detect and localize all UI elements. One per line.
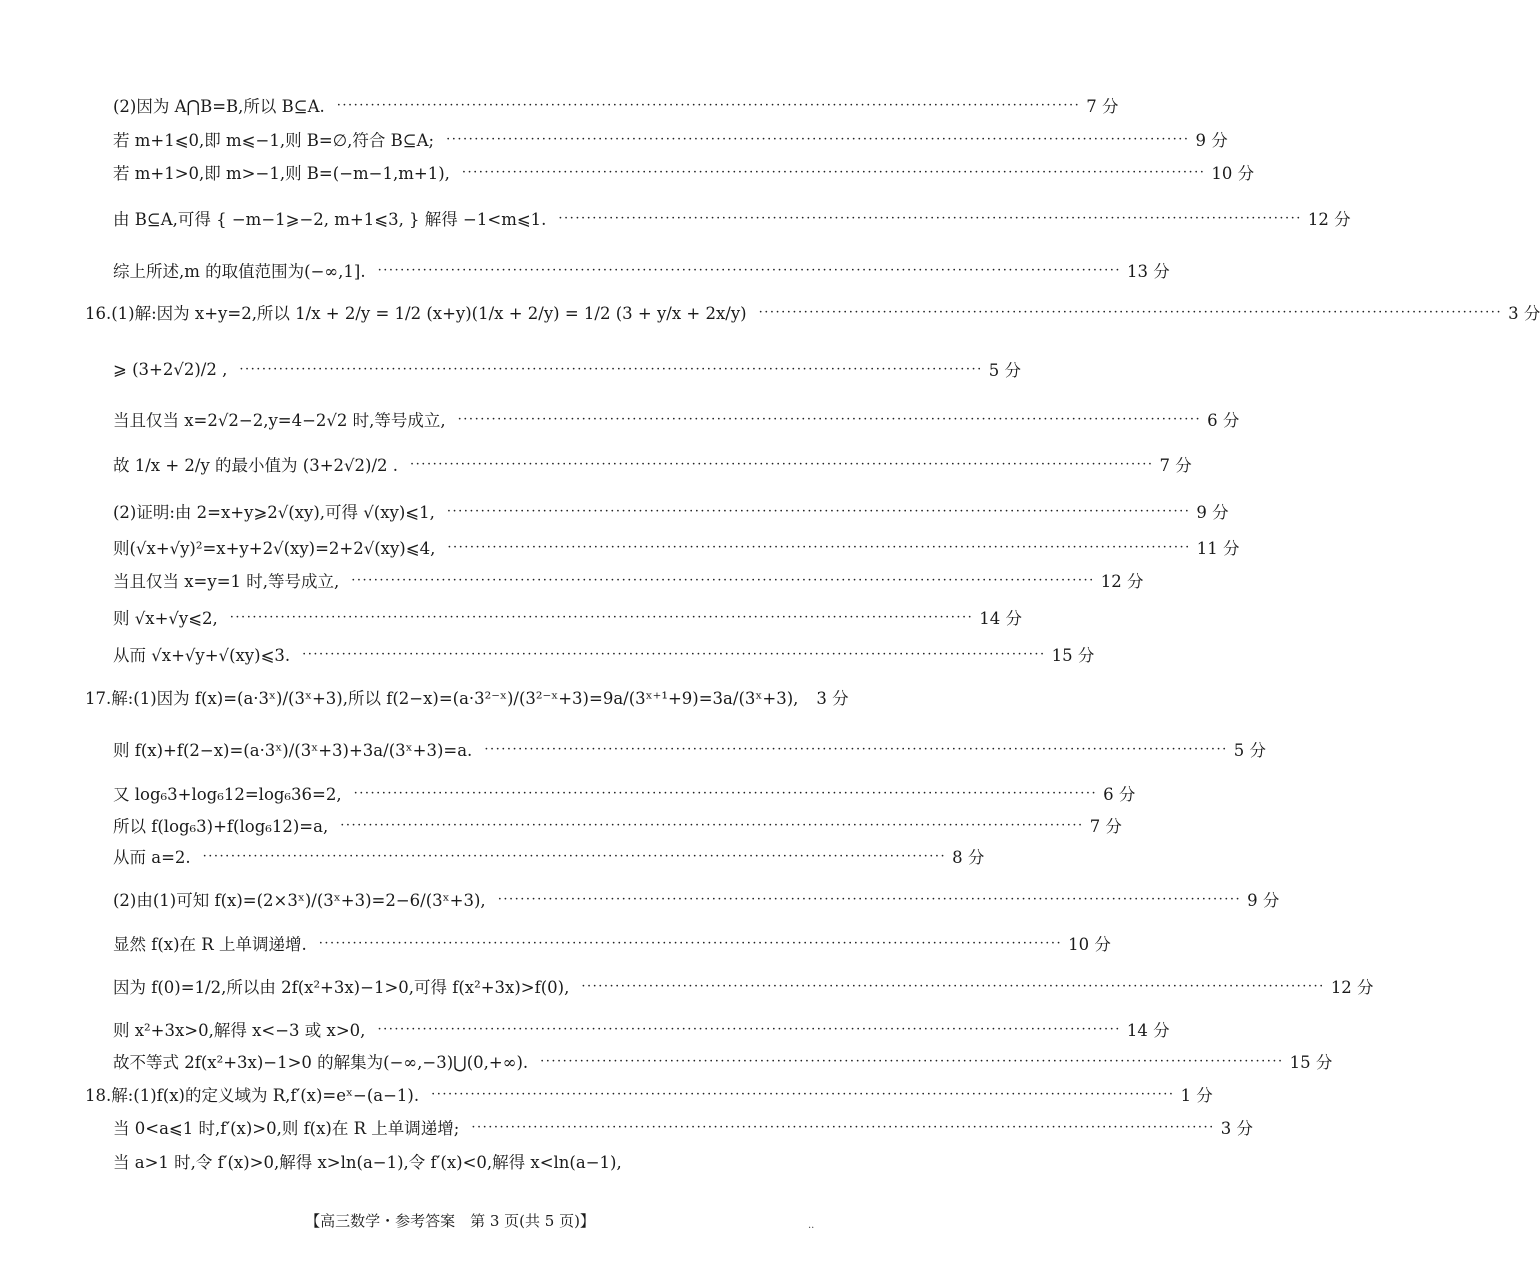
line-text: 18.解:(1)f(x)的定义域为 R,f′(x)=eˣ−(a−1).: [85, 1086, 420, 1105]
score-label: 14 分: [979, 609, 1023, 628]
score-label: 5 分: [1233, 741, 1267, 760]
answer-line: [113, 811, 1122, 839]
answer-line: [113, 405, 1240, 433]
line-text: 16.(1)解:因为 x+y=2,所以 1/x + 2/y = 1/2 (x+y)(1/x + 2/y) = 1/2 (3 + y/x + 2x/y): [85, 304, 747, 323]
line-text: 若 m+1⩽0,即 m⩽−1,则 B=∅,符合 B⊆A;: [113, 131, 435, 150]
score-label: 10 分: [1068, 935, 1111, 954]
answer-line: [113, 603, 1023, 631]
leader-dots: ····································································································································: [431, 1086, 1175, 1102]
leader-dots: ····································································································································: [239, 361, 983, 377]
line-text: 17.解:(1)因为 f(x)=(a·3ˣ)/(3ˣ+3),所以 f(2−x)=(a·3²⁻ˣ)/(3²⁻ˣ+3)=9a/(3ˣ⁺¹+9)=3a/(3ˣ+3),: [85, 689, 799, 708]
leader-dots: ····································································································································: [377, 262, 1122, 278]
leader-dots: ····································································································································: [340, 817, 1084, 833]
score-label: 9 分: [1196, 503, 1229, 522]
score-label: 3 分: [1220, 1119, 1254, 1138]
answer-line: [113, 355, 1022, 383]
answer-line: [113, 91, 1119, 119]
score-label: 14 分: [1126, 1021, 1170, 1040]
leader-dots: ····································································································································: [457, 411, 1202, 427]
line-text: 当 a>1 时,令 f′(x)>0,解得 x>ln(a−1),令 f′(x)<0,解得 x<ln(a−1),: [113, 1153, 622, 1172]
leader-dots: ····································································································································: [447, 539, 1191, 555]
leader-dots: ····································································································································: [318, 935, 1063, 951]
line-text: ⩾ (3+2√2)/2 ,: [113, 359, 228, 379]
leader-dots: ····································································································································: [558, 210, 1302, 226]
leader-dots: ····································································································································: [377, 1021, 1121, 1037]
leader-dots: ····································································································································: [581, 978, 1325, 994]
answer-line: [113, 1015, 1170, 1043]
answer-line: [85, 683, 849, 711]
score-label: 3 分: [816, 689, 849, 708]
leader-dots: ····································································································································: [540, 1053, 1284, 1069]
score-label: 3 分: [1508, 304, 1540, 323]
line-text: 则 f(x)+f(2−x)=(a·3ˣ)/(3ˣ+3)+3a/(3ˣ+3)=a.: [113, 741, 473, 760]
leader-dots: ····································································································································: [461, 164, 1206, 180]
line-text: 则 x²+3x>0,解得 x<−3 或 x>0,: [113, 1021, 366, 1040]
line-text: (2)由(1)可知 f(x)=(2×3ˣ)/(3ˣ+3)=2−6/(3ˣ+3),: [113, 891, 486, 910]
line-text: 若 m+1>0,即 m>−1,则 B=(−m−1,m+1),: [113, 164, 450, 183]
score-label: 7 分: [1086, 97, 1119, 116]
corner-mark: ..: [808, 1220, 815, 1231]
score-label: 12 分: [1100, 572, 1144, 591]
leader-dots: ····································································································································: [302, 646, 1046, 662]
score-label: 8 分: [952, 848, 985, 867]
score-label: 6 分: [1207, 411, 1240, 430]
answer-line: [113, 779, 1136, 807]
answer-line: [113, 640, 1095, 668]
score-label: 9 分: [1247, 891, 1280, 910]
line-text: 则 √x+√y⩽2,: [113, 609, 218, 628]
page-footer: 【高三数学・参考答案 第 3 页(共 5 页)】: [305, 1212, 595, 1230]
line-text: 又 log₆3+log₆12=log₆36=2,: [113, 785, 342, 804]
score-label: 15 分: [1289, 1053, 1333, 1072]
line-text: 当且仅当 x=2√2−2,y=4−2√2 时,等号成立,: [113, 411, 446, 430]
score-label: 9 分: [1195, 131, 1228, 150]
score-label: 12 分: [1307, 210, 1351, 229]
leader-dots: ····································································································································: [758, 304, 1503, 320]
answer-line: [113, 125, 1228, 153]
answer-line: [113, 158, 1255, 186]
line-text: 显然 f(x)在 R 上单调递增.: [113, 935, 307, 954]
leader-dots: ····································································································································: [410, 456, 1154, 472]
answer-line: [113, 972, 1374, 1000]
score-label: 13 分: [1127, 262, 1170, 281]
answer-line: [113, 533, 1240, 561]
answer-line: [113, 885, 1280, 913]
leader-dots: ····································································································································: [484, 741, 1228, 757]
score-label: 12 分: [1330, 978, 1374, 997]
score-label: 1 分: [1180, 1086, 1213, 1105]
line-text: 所以 f(log₆3)+f(log₆12)=a,: [113, 817, 329, 836]
answer-line: [113, 1147, 814, 1175]
line-text: 由 B⊆A,可得 { −m−1⩾−2, m+1⩽3, } 解得 −1<m⩽1.: [113, 210, 547, 229]
line-text: (2)因为 A⋂B=B,所以 B⊆A.: [113, 97, 325, 116]
score-label: 6 分: [1103, 785, 1136, 804]
answer-line: [113, 842, 985, 870]
leader-dots: ····································································································································: [446, 503, 1191, 519]
leader-dots: ····································································································································: [471, 1119, 1215, 1135]
answer-line: [113, 1047, 1333, 1075]
line-text: 从而 a=2.: [113, 848, 191, 867]
leader-dots: ····································································································································: [497, 891, 1242, 907]
answer-line: [85, 1080, 1213, 1108]
leader-dots: ····································································································································: [229, 609, 974, 625]
leader-dots: ····································································································································: [351, 572, 1095, 588]
line-text: 因为 f(0)=1/2,所以由 2f(x²+3x)−1>0,可得 f(x²+3x)>f(0),: [113, 978, 570, 997]
line-text: (2)证明:由 2=x+y⩾2√(xy),可得 √(xy)⩽1,: [113, 503, 435, 522]
answer-line: [85, 298, 1540, 326]
line-text: 当且仅当 x=y=1 时,等号成立,: [113, 572, 340, 591]
line-text: 则(√x+√y)²=x+y+2√(xy)=2+2√(xy)⩽4,: [113, 539, 436, 558]
answer-line: [113, 450, 1192, 478]
score-label: 7 分: [1089, 817, 1122, 836]
score-label: 7 分: [1159, 456, 1192, 475]
answer-line: [113, 204, 1351, 232]
leader-dots: ····································································································································: [202, 848, 947, 864]
answer-line: [113, 735, 1267, 763]
score-label: 11 分: [1196, 539, 1240, 558]
score-label: 15 分: [1051, 646, 1095, 665]
line-text: 故不等式 2f(x²+3x)−1>0 的解集为(−∞,−3)⋃(0,+∞).: [113, 1053, 529, 1072]
score-label: 5 分: [988, 361, 1022, 380]
leader-dots: ····································································································································: [353, 785, 1098, 801]
answer-line: [113, 566, 1144, 594]
answer-line: [113, 256, 1170, 284]
leader-dots: ····································································································································: [446, 131, 1190, 147]
answer-line: [113, 929, 1111, 957]
answer-line: [113, 1113, 1254, 1141]
line-text: 综上所述,m 的取值范围为(−∞,1].: [113, 262, 366, 281]
line-text: 从而 √x+√y+√(xy)⩽3.: [113, 646, 291, 665]
line-text: 故 1/x + 2/y 的最小值为 (3+2√2)/2 .: [113, 456, 399, 475]
score-label: 10 分: [1211, 164, 1255, 183]
leader-dots: ····································································································································: [336, 97, 1081, 113]
answer-line: [113, 497, 1229, 525]
line-text: 当 0<a⩽1 时,f′(x)>0,则 f(x)在 R 上单调递增;: [113, 1119, 460, 1138]
